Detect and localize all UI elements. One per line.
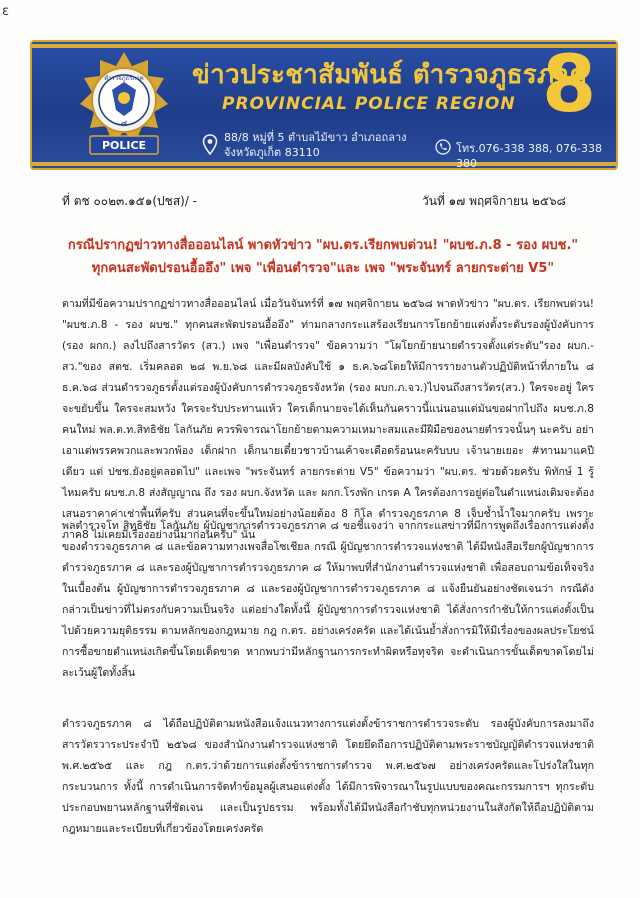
banner-title-english: PROVINCIAL POLICE REGION: [222, 94, 516, 114]
corner-mark: ε: [2, 4, 10, 19]
address-block: [224, 130, 407, 160]
region-number: 8: [542, 40, 597, 130]
phone-numbers: โทร.076-338 388, 076-338 380: [456, 142, 602, 170]
document-reference-number: ที่ ตช ๐๐๒๓.๑๕๑(ปชส)/ -: [62, 194, 198, 208]
banner-title-thai: ข่าวประชาสัมพันธ์ ตำรวจภูธรภาค: [192, 60, 588, 90]
badge-top-text: ตำรวจภูธรภาค: [104, 75, 144, 82]
news-headline: [54, 234, 592, 280]
address-line-1: 88/8 หมู่ที่ 5 ตำบลไม้ขาว อำเภอถลาง: [224, 131, 407, 144]
police-badge-icon: [76, 50, 172, 162]
headline-line-2: ทุกคนสะพัดปรอนอื้ออึง" เพจ "เพื่อนตำรวจ"และ เพจ "พระจันทร์ ลายกระต่าย V5": [91, 261, 555, 276]
location-pin-icon: [202, 134, 218, 156]
badge-number: ๘: [120, 119, 128, 128]
phone-icon: [435, 139, 451, 155]
address-line-2: จังหวัดภูเก็ต 83110: [224, 146, 320, 159]
badge-bottom-text: POLICE: [101, 139, 147, 152]
body-paragraph-3: ตำรวจภูธรภาค ๘ ได้ถือปฏิบัติตามหนังสือแจ้งแนวทางการแต่งตั้งข้าราชการตำรวจระดับ รองผู้บังคับการลงมาถึงสารวัตรวาระประจำปี ๒๕๖๘ ของสำนักงานตำรวจแห่งชาติ โดยยึดถือการปฏิบัติตามพระราชบัญญัติตำรวจแห่งชาติ พ.ศ.๒๕๖๕ และ กฎ ก.ตร.ว่าด้วยการแต่งตั้งข้าราชการตำรวจ พ.ศ.๒๕๖๗ อย่างเคร่งครัดและโปร่งใสในทุกกระบวนการ ทั้งนี้ การดำเนินการจัดทำข้อมูลผู้เสนอแต่งตั้ง ได้มีการพิจารณาในรูปแบบของคณะกรรมการฯ ทุกระดับ ประกอบพยานหลักฐานที่ชัดเจน และเป็นรูปธรรม พร้อมทั้งได้มีหนังสือกำชับทุกหน่วยงานในสังกัดให้ถือปฏิบัติตามกฎหมายและระเบียบที่เกี่ยวข้องโดยเคร่งครัด: [62, 718, 594, 835]
letterhead-banner: [30, 40, 618, 170]
banner-gold-stripe-top: [32, 44, 616, 48]
body-paragraph-1: ตามที่มีข้อความปรากฏข่าวทางสื่อออนไลน์ เมื่อวันจันทร์ที่ ๑๗ พฤศจิกายน ๒๕๖๘ พาดหัวข่าว "ผบ.ตร. เรียกพบด่วน! "ผบช.ภ.8 - รอง ผบช." ทุกคนสะพัดปรอนอื้ออึง" ท่ามกลางกระแสร้องเรียนการโยกย้ายแต่งตั้งระดับรองผู้บังคับการ (รอง ผกก.) ลงไปถึงสารวัตร (สว.) เพจ "เพื่อนตำรวจ" ข้อความว่า "โผโยกย้ายนายตำรวจตั้งแต่ระดับ"รอง ผบก.-สว."ของ สตช. เริ่มคลอด ๒๘ พ.ย.๖๘ และมีผลบังคับใช้ ๑ ธ.ค.๖๘โดยให้มีการรายงานตัวปฏิบัติหน้าที่ภายใน ๘ ธ.ค.๖๘ ส่วนตำรวจภูธรตั้งแต่รองผู้บังคับการตำรวจภูธรจังหวัด (รอง ผบก.ภ.จว.)ไปจนถึงสารวัตร(สว.) ใครจะอยู่ ใครจะขยับขึ้น ใครจะสมหวัง ใครจะรับประทานแห้ว ใครเด็กนายจะได้เห็นกันคราวนี้แน่นอนแต่มันขอฝากไปถึง ผบช.ภ.8 คนใหม่ พล.ต.ท.สิทธิชัย โลกันภัย ควรพิจารณาโยกย้ายตามความเหมาะสมและมีฝีมือของนายตำรวจนั้นๆ นะครับ อย่าเอาแต่พรรคพวกและพวกพ้อง เด็กฝาก เด็กนายเดี๋ยวชาวบ้านเค้าจะเดือดร้อนนะครับบบ เจ้านายเยอะ #ทานมาแคปีเดียว แต่ ปชช.ยังอยู่ตลอดไป" และเพจ "พระจันทร์ ลายกระต่าย V5" ข้อความว่า "ผบ.ตร. ช่วยด้วยครับ พิทักษ์ 1 รู้ไหมครับ ผบช.ภ.8 ส่งสัญญาณ ถึง รอง ผบก.จังหวัด และ ผกก.โรงพัก เกรด A ใครต้องการอยู่ต่อในตำแหน่งเดิมจะต้องเสนอราคาค่าเช่าพื้นที่ครับ ส่วนคนที่จะขึ้นใหม่อย่างน้อยต้อง 8 กิโล ตำรวจภูธรภาค 8 เจ็บช้ำน้ำใจมากครับ เพราะภาค8 ไม่เคยมีเรื่องอย่างนี้มาก่อนครับ" นั้น: [62, 298, 594, 541]
body-paragraph-2: พลตำรวจโท สิทธิชัย โลกันภัย ผู้บัญชาการตำรวจภูธรภาค ๘ ขอชี้แจงว่า จากกระแสข่าวที่มีการพูดถึงเรื่องการแต่งตั้งของตำรวจภูธรภาค ๘ และข้อความทางเพจสื่อโซเชียล กรณี ผู้บัญชาการตำรวจแห่งชาติ ได้มีหนังสือเรียกผู้บัญชาการตำรวจภูธรภาค ๘ และรองผู้บัญชาการตำรวจภูธรภาค ๘ ให้มาพบที่สำนักงานตำรวจแห่งชาติ เพื่อสอบถามข้อเท็จจริงในเบื้องต้น ผู้บัญชาการตำรวจภูธรภาค ๘ และรองผู้บัญชาการตำรวจภูธรภาค ๘ แจ้งยืนยันอย่างชัดเจนว่า กรณีดังกล่าวเป็นข่าวที่ไม่ตรงกับความเป็นจริง แต่อย่างใดทั้งนี้ ผู้บัญชาการตำรวจแห่งชาติ ได้สั่งการกำชับให้การแต่งตั้งเป็นไปด้วยความยุติธรรม ตามหลักของกฎหมาย กฎ ก.ตร. อย่างเคร่งครัด และได้เน้นย้ำสั่งการมิให้มีเรื่องของผลประโยชน์ การซื้อขายตำแหน่งเกิดขึ้นโดยเด็ดขาด หากพบว่ามีหลักฐานการกระทำผิดหรือทุจริต จะดำเนินการขั้นเด็ดขาดโดยไม่ละเว้นผู้ใดทั้งสิ้น: [62, 520, 594, 679]
headline-line-1: กรณีปรากฏข่าวทางสื่อออนไลน์ พาดหัวข่าว "ผบ.ตร.เรียกพบด่วน! "ผบช.ภ.8 - รอง ผบช.": [67, 238, 579, 253]
document-date: วันที่ ๑๗ พฤศจิกายน ๒๕๖๘: [422, 194, 566, 208]
